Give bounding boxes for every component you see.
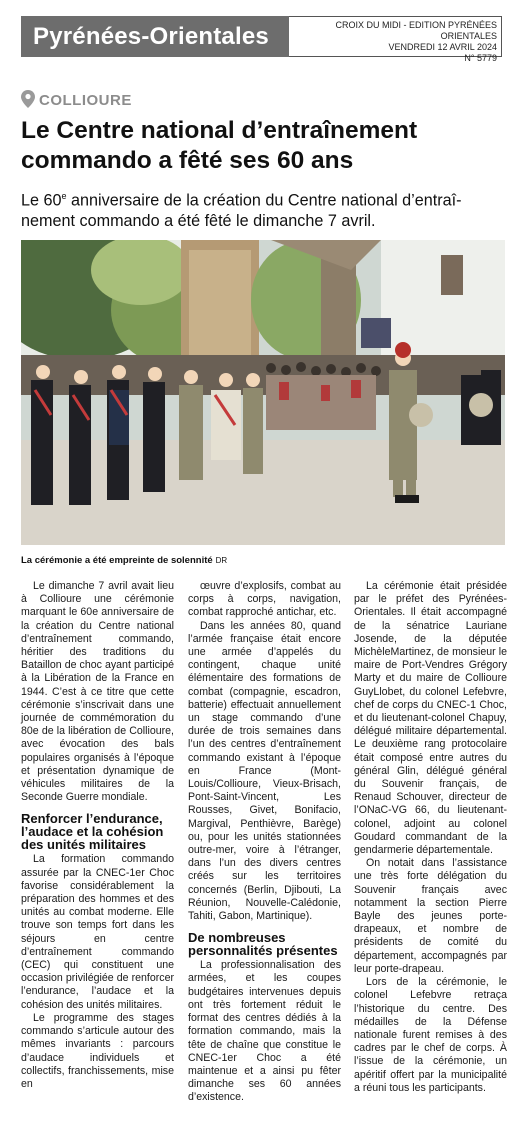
article-subtitle xyxy=(21,186,507,232)
ceremony-photo xyxy=(21,240,505,545)
paragraph: On notait dans l’assistance une très forte délégation du Souvenir français avec notamment la section Pierre Bayle des jeunes porte-drapeaux, et nombre de présidents de comité du département, accompagnés par leur porte-drapeau. xyxy=(354,857,507,975)
article-title xyxy=(21,116,511,176)
paragraph: Le programme des stages commando s’articule autour des mêmes invariants : parcours d’audace individuels et collectifs, franchissements, mise en xyxy=(21,1011,174,1090)
article-column-3 xyxy=(354,580,507,1095)
publication-info xyxy=(289,16,502,63)
article-column-2 xyxy=(188,580,341,1105)
paragraph: œuvre d’explosifs, combat au corps à corps, navigation, combat rapproché antichar, etc. xyxy=(188,580,341,619)
subtitle-rest: anniversaire de la création du Centre national d’entraî- nement commando a été fêté le dimanche 7 avril. xyxy=(21,191,462,231)
subheading: Renforcer l’endurance, l’audace et la cohésion des unités militaires xyxy=(21,811,164,853)
photo-caption xyxy=(21,555,227,566)
publication-number: N° 5779 xyxy=(464,53,497,63)
publication-date: VENDREDI 12 AVRIL 2024 xyxy=(388,42,497,52)
subheading: De nombreuses personnalités présentes xyxy=(188,930,338,959)
photo-credit: DR xyxy=(215,556,228,565)
section-banner: Pyrénées-Orientales xyxy=(21,16,289,57)
map-pin-icon xyxy=(21,90,35,108)
article-location xyxy=(21,90,132,109)
paragraph: Lors de la cérémonie, le colonel Lefebvre retraça l’historique du centre. Des médailles de la Défense nationale furent remises à des cadres par le chef de corps. À l’issue de la cérémonie, un apéritif offert par la municipalité a réuni tous les participants. xyxy=(354,976,507,1094)
subtitle-sup: e xyxy=(61,191,67,201)
caption-text: La cérémonie a été empreinte de solennité xyxy=(21,555,213,566)
article-column-1 xyxy=(21,580,174,1091)
publication-name: CROIX DU MIDI - EDITION PYRÉNÉES ORIENTALES xyxy=(335,20,497,41)
subtitle-start: Le 60 xyxy=(21,191,62,210)
location-label: COLLIOURE xyxy=(39,92,132,109)
paragraph: La cérémonie était présidée par le préfet des Pyrénées-Orientales. Il était accompagné de la sénatrice Lauriane Josende, de la députée MichèleMartinez, de monsieur le maire de Port-Vendres Grégory Marty et du maire de Collioure GuyLlobet, du colonel Lefebvre, chef de corps du CNEC-1 Choc, et du lieutenant-colonel Chapuy, délégué militaire départemental. Le deuxième rang protocolaire était composé entre autres du général Glin, délégué général du Souvenir français, de Renaud Schouver, directeur de l’ONaC-VG 66, du lieutenant-colonel, adjoint au colonel Goudard commandant de la gendarmerie départementale. xyxy=(354,580,507,857)
paragraph: Le dimanche 7 avril avait lieu à Collioure une cérémonie marquant le 60e anniversaire de la création du Centre national d’entraînement commando, héritier des traditions du Bataillon de choc ayant participé à la Libération de la France en 1944. C’est à ce titre que cette cérémonie s’inscrivait dans une journée de commémoration du 80e de la libération de Collioure, avec évocation des bals populaires organisés à l’époque et présentation dynamique de véhicules militaires de la Seconde Guerre mondiale. xyxy=(21,580,174,804)
paragraph: La formation commando assurée par la CNEC-1er Choc favorise considérablement la préparation des hommes et des unités au combat moderne. Elle trouve son temps fort dans les séjours en centre d’entraînement commando (CEC) qui constituent une occasion privilégiée de renforcer l’endurance, l’audace et la cohésion des unités militaires. xyxy=(21,853,174,1011)
title-line-2: commando a fêté ses 60 ans xyxy=(21,147,354,174)
paragraph: La professionnalisation des armées, et les coupes budgétaires intervenues depuis ont très fortement réduit le format des centres dédiés à la formation commando, mais la tête de chaîne que constitue le CNEC-1er Choc a été maintenue et a ainsi pu fêter dimanche ses 60 années d’existence. xyxy=(188,959,341,1104)
paragraph: Dans les années 80, quand l’armée française était encore une armée d’appelés du contingent, chaque unité élémentaire des formations de combat (compagnie, escadron, batterie) effectuait annuellement un stage commando d’une durée de trois semaines dans l’un des centres d’entraînement commando existant à l’époque en France (Mont-Louis/Collioure, Vieux-Brisach, Pont-Saint-Vincent, Les Rousses, Givet, Bonifacio, Margival, Penthièvre, Barège) ou, pour les unités stationnées outre-mer, voire à l’étranger, dans l’un des divers centres créés sur les territoires concernés (Berlin, Djibouti, La Réunion, Nouvelle-Calédonie, Tahiti, Gabon, Martinique). xyxy=(188,619,341,923)
title-line-1: Le Centre national d’entraînement xyxy=(21,117,418,144)
